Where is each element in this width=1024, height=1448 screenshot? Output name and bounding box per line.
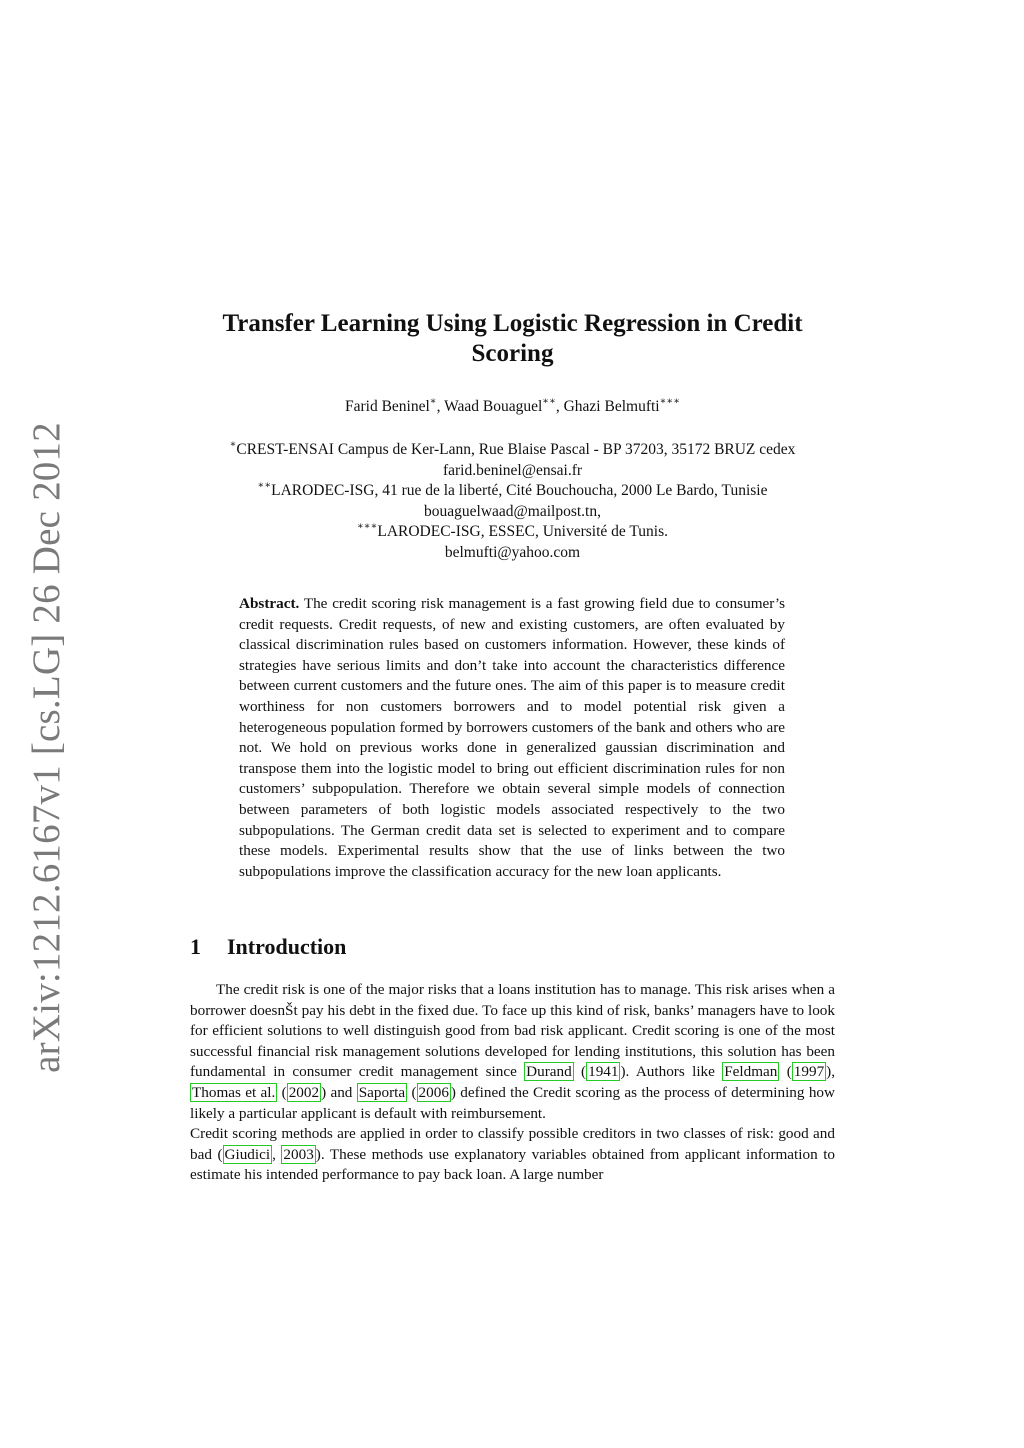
abstract-text: The credit scoring risk management is a fast growing field due to consumer’s credit requests. Credit requests, of new and existing customers, are often evaluated by classical discrimination rules based on customers information. However, these kinds of strategies have serious limits and don’t take into account the characteristics difference between current customers and the future ones. The aim of this paper is to measure credit worthiness for non customers borrowers and to model potential risk given a heterogeneous population formed by borrowers customers of the bank and others who are not. We hold on previous works done in generalized gaussian discrimination and transpose them into the logistic model to bring out efficient discrimination rules for non customers’ subpopulation. Therefore we obtain several simple models of connection between parameters of both logistic models associated respectively to the two subpopulations. The German credit data set is selected to experiment and to compare these models. Experimental results show that the use of links between the two subpopulations improve the classification accuracy for the new loan applicants. bbox=[239, 595, 785, 880]
author-email: belmufti@yahoo.com bbox=[444, 543, 581, 561]
author-name: Waad Bouaguel bbox=[444, 398, 543, 415]
affiliation-mark: ∗ bbox=[229, 438, 237, 450]
author-email: bouaguelwaad@mailpost.tn, bbox=[424, 502, 601, 520]
author-name: Ghazi Belmufti bbox=[563, 398, 660, 415]
citation-year-link[interactable]: 2006 bbox=[418, 1083, 449, 1101]
affiliation-text: LARODEC-ISG, 41 rue de la liberté, Cité Bouchoucha, 2000 Le Bardo, Tunisie bbox=[271, 482, 768, 500]
paragraph: The credit risk is one of the major risks that a loans institution has to manage. This risk arises when a borrower doesnŠt pay his debt in the fixed due. To face up this kind of risk, banks’ managers have to look for efficient solutions to well distinguish good from bad risk applicant. Credit scoring is one of the most successful financial risk management solutions developed for lending institutions, this solution has been fundamental in consumer credit management since Durand ( 1941 ). Authors like Feldman ( 1997 ), Thomas et al. ( 2002 ) and Saporta ( 2006 ) defined the Credit scoring as the process of determining how likely a particular applicant is default with reimbursement. bbox=[190, 981, 836, 1122]
author-line: Farid Beninel∗, Waad Bouaguel∗∗, Ghazi Belmufti∗∗∗ bbox=[344, 395, 680, 415]
citation-year-link[interactable]: 2003 bbox=[283, 1145, 314, 1163]
abstract bbox=[239, 594, 785, 882]
author-email: farid.beninel@ensai.fr bbox=[442, 461, 583, 479]
paragraph-text: ) defined the Credit scoring as the process of determining how likely a particular applicant is default with reimbursement. bbox=[190, 1083, 835, 1122]
section-number: 1 bbox=[190, 934, 201, 959]
abstract-label: Abstract. bbox=[239, 595, 300, 612]
paragraph-text: ), bbox=[826, 1063, 836, 1081]
citation-link[interactable]: Saporta bbox=[358, 1083, 406, 1101]
author-name: Farid Beninel bbox=[344, 398, 430, 415]
paragraph-text: ). Authors like bbox=[620, 1063, 723, 1081]
affiliation-text: LARODEC-ISG, ESSEC, Université de Tunis. bbox=[377, 523, 669, 541]
author-mark: ∗ bbox=[429, 395, 437, 407]
affiliation-line bbox=[190, 440, 835, 461]
author-mark: ∗∗∗ bbox=[659, 395, 680, 407]
affiliation-line bbox=[190, 481, 835, 502]
paragraph-text: The credit risk is one of the major risks that a loans institution has to manage. This risk arises when a borrower doesnŠt pay his debt in the fixed due. To face up this kind of risk, banks’ managers have to look for efficient solutions to well distinguish good from bad risk applicant. Credit scoring is one of the most successful financial risk management solutions developed for lending institutions, this solution has been fundamental in consumer credit management since bbox=[190, 981, 835, 1081]
arxiv-identifier-stamp bbox=[20, 422, 72, 1073]
citation-link[interactable]: Feldman bbox=[724, 1063, 778, 1081]
citation-link[interactable]: Durand bbox=[526, 1063, 572, 1081]
affiliations-block bbox=[190, 440, 835, 564]
section-title: Introduction bbox=[227, 934, 347, 959]
section-heading bbox=[190, 932, 346, 962]
citation-year-link[interactable]: 1997 bbox=[793, 1063, 825, 1081]
citation-link[interactable]: Giudici bbox=[224, 1145, 271, 1163]
affiliation-mark: ∗∗ bbox=[257, 480, 272, 492]
paragraph: Credit scoring methods are applied in order to classify possible creditors in two classes of risk: good and bad ( Giudici , 2003 ). These methods use explanatory variables obtained from applicant information to estimate his intended performance to pay back loan. A large number bbox=[190, 1125, 836, 1184]
citation-year-link[interactable]: 2002 bbox=[288, 1083, 320, 1101]
paragraph-text: ) and bbox=[321, 1083, 357, 1101]
author-mark: ∗∗ bbox=[542, 395, 556, 407]
affiliation-text: CREST-ENSAI Campus de Ker-Lann, Rue Blaise Pascal - BP 37203, 35172 BRUZ cedex bbox=[236, 441, 796, 458]
affiliation-mark: ∗∗∗ bbox=[356, 521, 378, 533]
arxiv-stamp-text: arXiv:1212.6167v1 [cs.LG] 26 Dec 2012 bbox=[24, 422, 68, 1073]
paragraph-text: Credit scoring methods are applied in order to classify possible creditors in two classes of risk: good and bad ( bbox=[190, 1125, 835, 1163]
citation-link[interactable]: Thomas et al. bbox=[192, 1083, 276, 1101]
citation-year-link[interactable]: 1941 bbox=[588, 1063, 619, 1081]
affiliation-line bbox=[190, 522, 835, 543]
paper-title: Transfer Learning Using Logistic Regression in Credit Scoring bbox=[222, 310, 803, 367]
introduction-body bbox=[190, 980, 835, 1186]
paragraph-text: ). These methods use explanatory variables obtained from applicant information to estimate his intended performance to pay back loan. A large number bbox=[190, 1145, 836, 1184]
